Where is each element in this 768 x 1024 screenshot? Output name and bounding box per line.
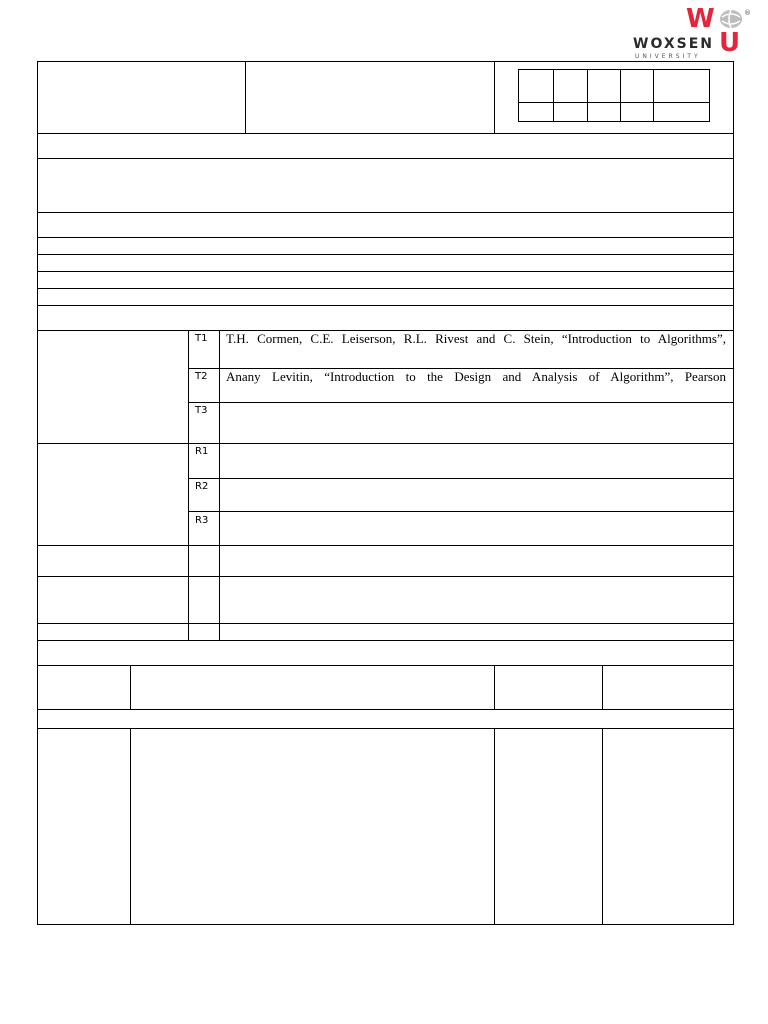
logo-subtitle: UNIVERSITY [635,53,701,60]
reference-book-code-r1: R1 [195,446,209,457]
text-book-t2: Anany Levitin, “Introduction to the Design and Analysis of Algorithm”, Pearson [226,369,726,384]
text-book-code-t1: T1 [195,333,208,344]
logo-mark-u: U [719,28,741,58]
books-col-divider-1 [188,330,189,640]
section-divider [37,640,734,641]
row-divider [37,305,734,306]
text-book-code-t2: T2 [195,371,208,382]
globe-icon [718,8,744,30]
book-row-divider [188,478,734,479]
row-divider [37,288,734,289]
plan-col-divider-1 [130,728,131,925]
row-divider [37,271,734,272]
credits-grid-row-divider [518,102,710,103]
credits-grid-col-1 [553,69,554,122]
plan-col-divider-3 [602,665,603,709]
plan-col-divider-3 [602,728,603,925]
section-divider [37,576,734,577]
plan-col-divider-2 [494,728,495,925]
section-divider [37,623,734,624]
header-divider-2 [494,61,495,133]
registered-mark: ® [744,9,751,17]
text-book-code-t3: T3 [195,405,208,416]
book-row-divider [188,511,734,512]
credits-grid-col-2 [587,69,588,122]
reference-book-code-r3: R3 [195,515,209,526]
plan-col-divider-1 [130,665,131,709]
header-divider-1 [245,61,246,133]
reference-book-code-r2: R2 [195,481,209,492]
row-divider [37,158,734,159]
logo-mark-w: W [686,4,715,34]
credits-grid [518,69,710,122]
row-divider [37,133,734,134]
book-row-divider [188,402,734,403]
row-divider [37,212,734,213]
course-form-table [37,61,734,925]
credits-grid-col-4 [653,69,654,122]
section-divider [37,728,734,729]
text-book-t1: T.H. Cormen, C.E. Leiserson, R.L. Rivest and C. Stein, “Introduction to Algorithms”, [226,331,726,346]
row-divider [37,254,734,255]
plan-col-divider-2 [494,665,495,709]
books-col-divider-2 [219,330,220,640]
section-divider [37,709,734,710]
section-divider [37,665,734,666]
logo-name: WOXSEN [633,36,715,52]
section-divider [37,545,734,546]
row-divider [37,237,734,238]
credits-grid-col-3 [620,69,621,122]
section-divider [37,443,734,444]
